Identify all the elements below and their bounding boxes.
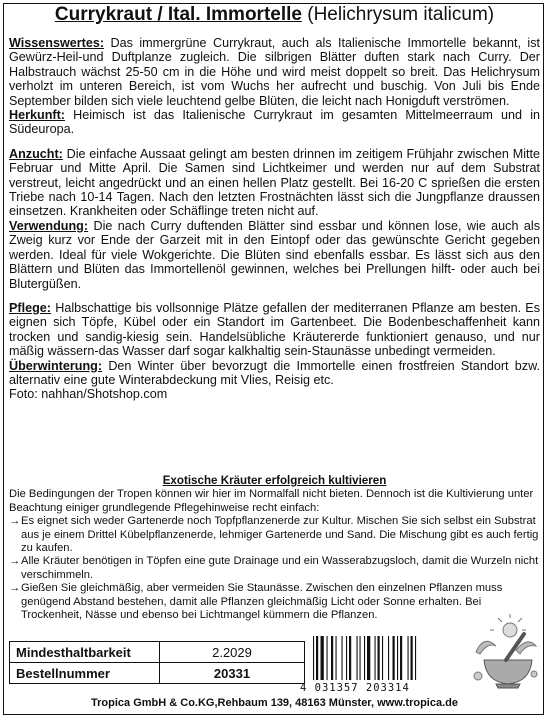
section-ueberwinterung: [9, 359, 540, 388]
section-text: Heimisch ist das Italienische Currykraut im gesamten Mittelmeerraum und in Südeuropa.: [9, 108, 540, 137]
section-heading: Überwinterung:: [9, 358, 103, 373]
section-verwendung: [9, 219, 540, 291]
info-value: 2.2029: [160, 642, 305, 663]
arrow-right-icon: →: [9, 582, 21, 595]
product-title: [0, 4, 549, 26]
section-heading: Verwendung:: [9, 218, 89, 233]
barcode-number: 4 031357 203314: [300, 682, 410, 694]
description-body: [9, 36, 540, 402]
section-heading: Pflege:: [9, 300, 51, 315]
barcode-bars: [313, 636, 416, 680]
section-herkunft: [9, 108, 540, 137]
table-row: [10, 663, 305, 684]
exotic-herbs-box: [9, 474, 540, 622]
section-pflege: [9, 301, 540, 359]
exotic-bullet: [9, 555, 540, 582]
arrow-right-icon: →: [9, 555, 21, 568]
section-heading: Herkunft:: [9, 108, 65, 123]
title-main: Currykraut / Ital. Immortelle: [54, 4, 302, 25]
arrow-right-icon: →: [9, 515, 21, 528]
info-label: Mindesthaltbarkeit: [10, 642, 160, 663]
info-value: 20331: [160, 663, 305, 684]
section-heading: Anzucht:: [9, 146, 63, 161]
bullet-text: Gießen Sie gleichmäßig, aber vermeiden Sie Staunässe. Zwischen den einzelnen Pflanzen muss genügend Abstand bestehen, damit alle Pflanzen gleichmäßig Licht oder Sonne erhalten. Bei Trockenheit, Nässe und ebenso bei Lichtmangel kümmern die Pflanzen.: [21, 582, 503, 622]
section-text: Das immergrüne Currykraut, auch als Italienische Immortelle bekannt, ist Gewürz-Heil-und Duftplanze zugleich. Die silbrigen Blätter duften stark nach Curry. Der Halbstrauch wächst 25-50 cm in die Höhe und wird meist doppelt so breit. Das Helichrysum verholzt im unteren Bereich, ist vom Wuchs her aufrecht und buschig. Von Juli bis Ende September bilden sich viele leuchtend gelbe Blüten, die leicht nach Honigduft verströmen.: [9, 36, 540, 108]
section-text: Die nach Curry duftenden Blätter sind essbar und können lose, wie auch als Zweig kurz vor Ende der Garzeit mit in den Eintopf oder das gewünschte Gericht gegeben werden. Ideal für viele Wokgerichte. Die Blüten sind ebenfalls essbar. Es lässt sich aus den Blättern und Blüten das Immortellenöl gewinnen, welches bei Prellungen hilft- oder auch bei Blutergüßen.: [9, 218, 540, 291]
section-text: Den Winter über bevorzugt die Immortelle einen frostfreien Standort bzw. alternativ eine gute Winterabdeckung mit Vlies, Reisig etc.: [9, 358, 540, 387]
section-heading: Wissenswertes:: [9, 36, 105, 50]
exotic-bullet: [9, 582, 540, 622]
title-latin: (Helichrysum italicum): [307, 4, 495, 25]
exotic-bullet: [9, 515, 540, 555]
section-text: Halbschattige bis vollsonnige Plätze gefallen der mediterranen Pflanze am besten. Es eignen sich Töpfe, Kübel oder ein Standort im Gartenbeet. Die Bodenbeschaffenheit kann trocken und sandig-kiesig sein. Handelsübliche Kräutererde funktioniert genauso, und nur mäßig wässern-das Wasser darf sogar kalkhaltig sein-Staunässe unbedingt vermeiden.: [9, 300, 540, 359]
footer-company: Tropica GmbH & Co.KG,Rehbaum 139, 48163 Münster, www.tropica.de: [91, 697, 458, 709]
info-table: [9, 641, 305, 684]
photo-credit: Foto: nahhan/Shotshop.com: [9, 387, 168, 402]
bullet-text: Alle Kräuter benötigen in Töpfen eine gute Drainage und ein Wasserabzugsloch, damit die Wurzeln nicht verschimmeln.: [21, 555, 539, 581]
section-text: Die einfache Aussaat gelingt am besten drinnen im zeitigem Frühjahr zwischen Mitte Februar und Mitte April. Die Samen sind Lichtkeimer und werden nur auf dem Substrat verstreut, leicht angedrückt und an einen hellen Platz gestellt. Bei 16-20 C sprießen die ersten Triebe nach 10-14 Tagen. Nach den letzten Frostnächten lässt sich die Jungpflanze draussen einsetzen. Krankheiten oder Schäflinge treten nicht auf.: [9, 146, 540, 219]
bullet-text: Es eignet sich weder Gartenerde noch Topfpflanzenerde zur Kultur. Mischen Sie sich selbst ein Substrat aus je einem Drittel Kübelpflanzenerde, lehmiger Gartenerde und Sand. Die Mischung gibt es auch fertig zu kaufen.: [21, 515, 539, 555]
exotic-intro: Die Bedingungen der Tropen können wir hier im Normalfall nicht bieten. Dennoch ist die Kultivierung unter Beachtung einiger grundlegende Pflegehinweise recht einfach:: [9, 488, 534, 514]
section-wissenswertes: [9, 36, 540, 108]
info-label: Bestellnummer: [10, 663, 160, 684]
section-anzucht: [9, 147, 540, 219]
table-row: [10, 642, 305, 663]
mortar-and-herbs-icon: [466, 612, 542, 692]
exotic-title: Exotische Kräuter erfolgreich kultivieren: [162, 474, 387, 487]
